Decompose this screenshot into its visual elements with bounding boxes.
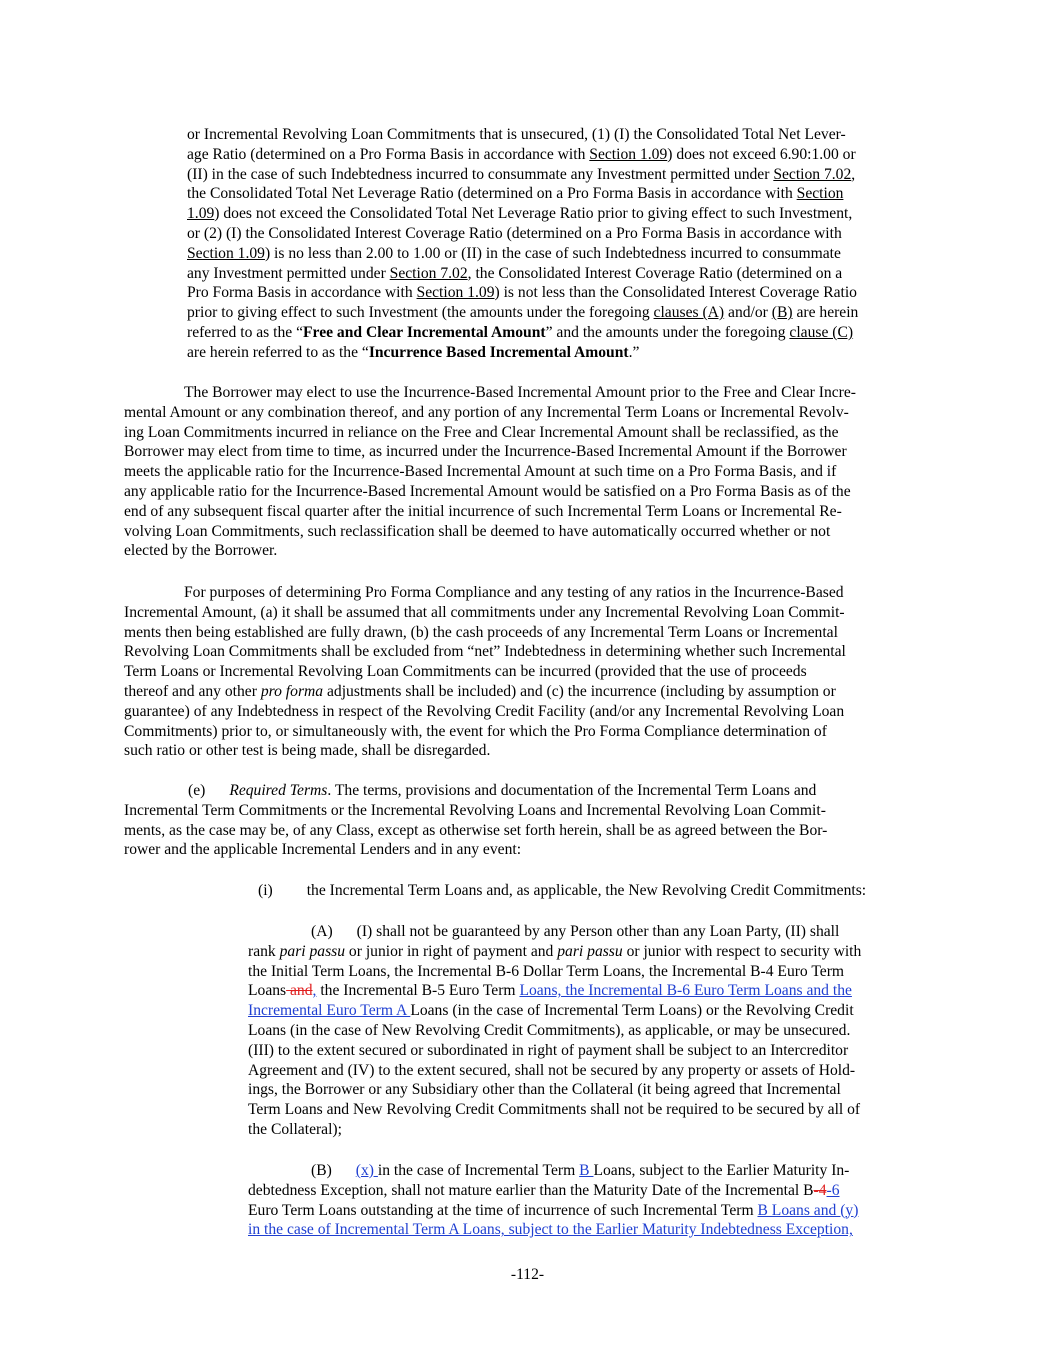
text-line: age Ratio (determined on a Pro Forma Basis in accordance with Section 1.09) does not exceed 6.90:1.00 or [187,145,856,163]
text-line: (III) to the extent secured or subordinated in right of payment shall be subject to an Intercreditor [248,1041,849,1059]
inserted-text: , [312,982,317,1000]
section-reference: clauses (A) [653,304,725,322]
clause-b [248,1161,930,1240]
text-line: such ratio or other test is being made, shall be disregarded. [124,742,491,760]
italic-term: pari passu [279,942,346,960]
section-reference: Section 7.02 [773,165,852,183]
text-line: Term Loans and New Revolving Credit Commitments shall not be required to be secured by all of [248,1101,861,1119]
paragraph-incremental-ratio-continuation [187,125,925,363]
text-line: ing Loan Commitments incurred in reliance on the Free and Clear Incremental Amount shall be reclassified, as the [124,423,839,441]
text-line: prior to giving effect to such Investment (the amounts under the foregoing clauses (A) and/or (B) are herein [187,304,859,322]
paragraph-pro-forma-compliance [124,583,930,761]
text-line: end of any subsequent fiscal quarter after the initial incurrence of such Incremental Term Loans or Incremental Re- [124,502,842,520]
italic-term: Required Terms [229,782,328,799]
text-line: ments then being established are fully drawn, (b) the cash proceeds of any Incremental Term Loans or Incremental [124,623,838,641]
text-line: Incremental Amount, (a) it shall be assumed that all commitments under any Incremental Revolving Loan Commit- [124,603,845,621]
text-line: Euro Term Loans outstanding at the time of incurrence of such Incremental Term B Loans and (y) [248,1201,859,1219]
text-line: Term Loans or Incremental Revolving Loan Commitments can be incurred (provided that the use of proceeds [124,663,807,681]
text-line: Pro Forma Basis in accordance with Section 1.09) is not less than the Consolidated Interest Coverage Ratio [187,284,857,302]
section-reference: Section [796,185,844,203]
inserted-text: (x) [355,1162,378,1179]
text-line: thereof and any other pro forma adjustments shall be included) and (c) the incurrence (including by assumption or [124,682,836,700]
text-line: Revolving Loan Commitments shall be excluded from “net” Indebtedness in determining whether such Incremental [124,643,846,661]
text-line: (A) (I) shall not be guaranteed by any Person other than any Loan Party, (II) shall [311,923,840,940]
section-reference: Section 7.02 [389,264,468,282]
text-line: the Collateral); [248,1120,342,1138]
text-line: The Borrower may elect to use the Incurrence-Based Incremental Amount prior to the Free and Clear Incre- [184,384,856,401]
text-line: referred to as the “Free and Clear Incremental Amount” and the amounts under the foregoing clause (C) [187,323,854,341]
text-line: debtedness Exception, shall not mature earlier than the Maturity Date of the Incremental B-4-6 [248,1181,840,1199]
inserted-text: B Loans and (y) [757,1201,859,1219]
text-line: rank pari passu or junior in right of payment and pari passu or junior with respect to security with [248,942,862,960]
inserted-text: in the case of Incremental Term A Loans, subject to the Earlier Maturity Indebtedness Exception, [248,1221,853,1239]
text-line: For purposes of determining Pro Forma Compliance and any testing of any ratios in the Incurrence-Based [184,584,844,601]
text-line: or (2) (I) the Consolidated Interest Coverage Ratio (determined on a Pro Forma Basis in accordance with [187,224,842,242]
clause-a [248,922,930,1140]
text-line: guarantee) of any Indebtedness in respect of the Revolving Credit Facility (and/or any Incremental Revolving Loan [124,702,845,720]
paragraph-required-terms [124,781,930,860]
text-line: any Investment permitted under Section 7.02, the Consolidated Interest Coverage Ratio (determined on a [187,264,843,282]
text-line: Borrower may elect from time to time, as incurred under the Incurrence-Based Incremental Amount if the Borrower [124,443,847,461]
paragraph-reclassification [124,383,930,561]
text-line: or Incremental Revolving Loan Commitments that is unsecured, (1) (I) the Consolidated Total Net Lever- [187,126,846,143]
text-line: Incremental Term Commitments or the Incremental Revolving Loans and Incremental Revolving Loan Commit- [124,801,826,819]
text-line: Agreement and (IV) to the extent secured, shall not be secured by any property or assets of Hold- [248,1061,856,1079]
text-line: meets the applicable ratio for the Incurrence-Based Incremental Amount at such time on a Pro Forma Basis, and if [124,463,837,481]
text-line: (e) Required Terms. The terms, provisions and documentation of the Incremental Term Loans and [188,782,817,799]
inserted-text: Loans, the Incremental B-6 Euro Term Loans and the [519,982,852,1000]
text-line: Commitments) prior to, or simultaneously with, the event for which the Pro Forma Compliance determination of [124,722,827,740]
text-line: the Initial Term Loans, the Incremental B-6 Dollar Term Loans, the Incremental B-4 Euro Term [248,962,845,980]
text-line: ments, as the case may be, of any Class, except as otherwise set forth herein, shall be as agreed between the Bor- [124,821,828,839]
text-line: ings, the Borrower or any Subsidiary other than the Collateral (it being agreed that Incremental [248,1081,841,1099]
text-line [248,1220,930,1240]
page-number: -112- [510,1266,545,1283]
text-line: volving Loan Commitments, such reclassification shall be deemed to have automatically occurred whether or not [124,522,831,540]
defined-term: Free and Clear Incremental Amount [303,323,546,341]
section-reference: (B) [771,304,793,322]
text-line: mental Amount or any combination thereof, and any portion of any Incremental Term Loans or Incremental Revolv- [124,403,849,421]
text-line: (B) (x) in the case of Incremental Term B Loans, subject to the Earlier Maturity In- [311,1162,850,1179]
text-line: any applicable ratio for the Incurrence-Based Incremental Amount would be satisfied on a Pro Forma Basis as of the [124,482,851,500]
section-reference: Section 1.09 [187,244,265,262]
text-line: Incremental Euro Term A Loans (in the case of Incremental Term Loans) or the Revolving Credit [248,1002,854,1020]
text-line: (II) in the case of such Indebtedness incurred to consummate any Investment permitted under Section 7.02, [187,165,856,183]
text-line: (i) the Incremental Term Loans and, as applicable, the New Revolving Credit Commitments: [258,882,867,899]
section-reference: Section 1.09 [589,145,668,163]
text-line: the Consolidated Total Net Leverage Ratio (determined on a Pro Forma Basis in accordance with Section [187,185,844,203]
text-line: are herein referred to as the “Incurrence Based Incremental Amount.” [187,343,640,361]
inserted-text: Incremental Euro Term A [248,1002,411,1020]
text-line: Loans (in the case of New Revolving Credit Commitments), as applicable, or may be unsecured. [248,1021,851,1039]
inserted-text: -6 [826,1181,840,1199]
text-line: Section 1.09) is no less than 2.00 to 1.00 or (II) in the case of such Indebtedness incurred to consummate [187,244,841,262]
section-reference: clause (C) [789,323,854,341]
text-line: rower and the applicable Incremental Lenders and in any event: [124,841,522,859]
section-reference: 1.09 [187,205,215,223]
deleted-text: and [286,982,313,1000]
clause-i [124,881,934,901]
text-line: Loans and, the Incremental B-5 Euro Term Loans, the Incremental B-6 Euro Term Loans and the [248,982,852,1000]
italic-term: pari passu [557,942,623,960]
text-line: 1.09) does not exceed the Consolidated Total Net Leverage Ratio prior to giving effect to such Investment, [187,205,853,223]
section-reference: Section 1.09 [416,284,495,302]
deleted-text: -4 [813,1181,827,1199]
italic-term: pro forma [260,682,324,700]
text-line: elected by the Borrower. [124,542,278,560]
defined-term: Incurrence Based Incremental Amount [368,343,629,361]
inserted-text: B [579,1162,594,1179]
